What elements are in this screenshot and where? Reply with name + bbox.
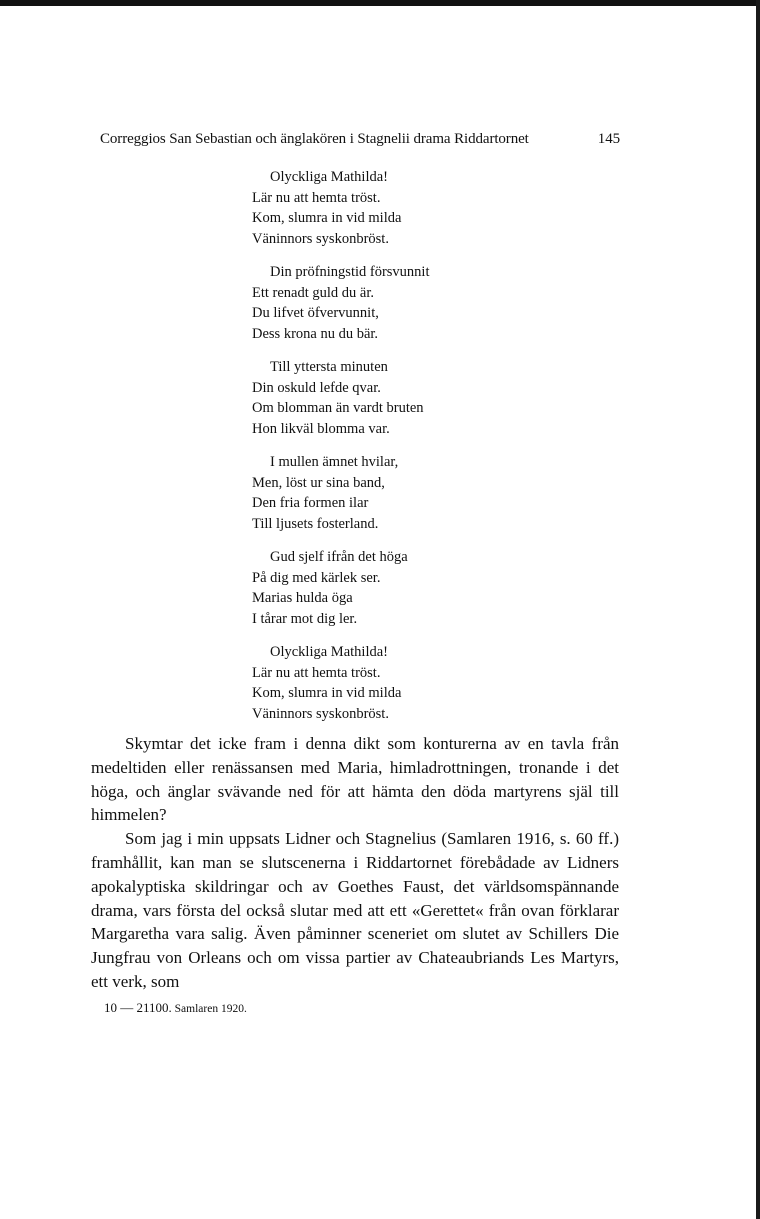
page-number: 145: [597, 131, 620, 147]
verse-line: Till ljusets fosterland.: [252, 515, 379, 532]
verse-line: Din oskuld lefde qvar.: [252, 379, 381, 396]
verse-line: Lär nu att hemta tröst.: [252, 189, 381, 206]
signature-code: 10 — 21100.: [104, 1000, 172, 1015]
poem-stanza: [252, 547, 430, 629]
verse-line: Du lifvet öfvervunnit,: [252, 305, 379, 321]
verse-line: I mullen ämnet hvilar,: [270, 454, 399, 470]
page-right-edge: [756, 0, 760, 1219]
body-text: [91, 732, 619, 994]
page-top-edge: [0, 0, 760, 6]
printer-signature: [104, 1000, 247, 1016]
verse-line: Ett renadt guld du är.: [252, 284, 375, 301]
verse-line: Men, löst ur sina band,: [252, 474, 385, 491]
running-head: [100, 131, 620, 148]
poem-stanza: [252, 642, 430, 724]
verse-line: Till yttersta minuten: [270, 359, 388, 375]
paragraph: Som jag i min uppsats Lidner och Stagnelius (Samlaren 1916, s. 60 ff.) framhållit, kan man se slutscenerna i Riddartornet förebådade av Lidners apokalyptiska skildringar och av Goethes Faust, det världsomspännande drama, vars första del också slutar med att ett «Gerettet« från ovan förklarar Margaretha vara salig. Även påminner sceneriet om slutet av Schillers Die Jungfrau von Orleans och om vissa partier av Chateaubriands Les Martyrs, ett verk, som: [91, 829, 619, 991]
poem-stanza: [252, 167, 430, 249]
verse-line: Gud sjelf ifrån det höga: [270, 549, 408, 565]
verse-line: Marias hulda öga: [252, 590, 353, 606]
verse-line: Din pröfningstid försvunnit: [270, 264, 430, 280]
verse-line: Om blomman än vardt bruten: [252, 400, 424, 416]
running-head-title: Correggios San Sebastian och änglakören i Stagnelii drama Riddartornet: [100, 131, 529, 147]
verse-line: Hon likväl blomma var.: [252, 420, 390, 437]
verse-line: Väninnors syskonbröst.: [252, 705, 389, 722]
verse-line: Olyckliga Mathilda!: [270, 169, 388, 185]
verse-line: På dig med kärlek ser.: [252, 569, 381, 586]
poem-stanza: [252, 452, 430, 534]
poem-stanza: [252, 262, 430, 344]
verse-line: Kom, slumra in vid milda: [252, 210, 402, 226]
paragraph: Skymtar det icke fram i denna dikt som konturerna av en tavla från medeltiden eller renässansen med Maria, himladrottningen, tronande i det höga, och änglar svävande ned för att hämta den döda martyrens själ till himmelen?: [91, 734, 619, 825]
poem: [252, 167, 430, 724]
verse-line: Kom, slumra in vid milda: [252, 685, 402, 701]
poem-stanza: [252, 357, 430, 439]
verse-line: I tårar mot dig ler.: [252, 610, 358, 627]
verse-line: Lär nu att hemta tröst.: [252, 664, 381, 681]
verse-line: Väninnors syskonbröst.: [252, 230, 389, 247]
verse-line: Dess krona nu du bär.: [252, 325, 379, 342]
verse-line: Olyckliga Mathilda!: [270, 644, 388, 660]
verse-line: Den fria formen ilar: [252, 495, 369, 511]
signature-journal: Samlaren 1920.: [174, 1003, 247, 1015]
